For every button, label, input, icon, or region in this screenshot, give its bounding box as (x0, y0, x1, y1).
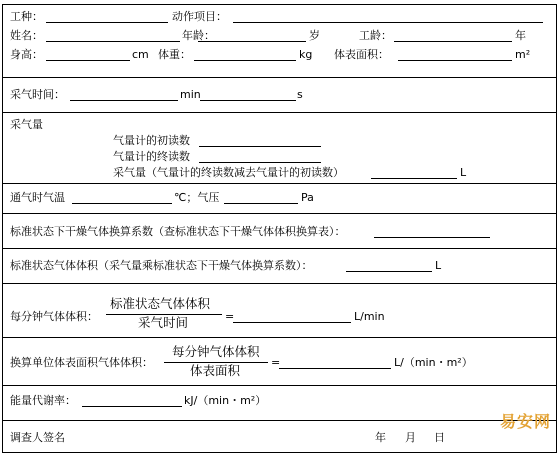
investigator-signature-label: 调查人签名 (10, 431, 65, 444)
date-month-label: 月 (405, 431, 416, 444)
ventilation-temp-label: 通气时气温 (10, 191, 65, 204)
standard-volume-label: 标准状态气体体积（采气量乘标准状态下干燥气体换算系数）： (10, 259, 313, 272)
date-day-label: 日 (434, 431, 445, 444)
row-divider (2, 385, 557, 386)
work-type-label: 工种： (10, 10, 43, 23)
volume-per-surface-label: 换算单位体表面积气体体积： (10, 356, 153, 369)
sampling-time-s-field[interactable] (200, 100, 296, 101)
final-reading-label: 气量计的终读数 (113, 150, 190, 163)
pressure-field[interactable] (224, 203, 298, 204)
weight-unit: kg (299, 48, 313, 61)
standard-volume-field[interactable] (346, 271, 432, 272)
body-surface-unit: m² (515, 48, 531, 61)
action-item-label: 动作项目： (172, 10, 227, 23)
work-type-field[interactable] (46, 22, 168, 23)
name-label: 姓名： (10, 29, 43, 42)
temperature-field[interactable] (72, 203, 172, 204)
site-watermark: 易安网 (500, 412, 552, 431)
sampling-time-label: 采气时间： (10, 88, 65, 101)
row-divider (2, 183, 557, 184)
final-reading-field[interactable] (199, 162, 321, 163)
fraction-denominator: 体表面积 (190, 363, 241, 378)
fraction-denominator: 采气时间 (138, 315, 189, 330)
weight-field[interactable] (194, 60, 296, 61)
pressure-unit: Pa (301, 191, 314, 204)
sampling-time-s-unit: s (297, 88, 303, 101)
energy-metabolic-rate-label: 能量代谢率： (10, 394, 76, 407)
seniority-unit: 年 (515, 29, 526, 42)
volume-per-minute-label: 每分钟气体体积： (10, 310, 98, 323)
weight-label: 体重： (158, 48, 191, 61)
volume-per-minute-field[interactable] (233, 322, 351, 323)
seniority-field[interactable] (394, 41, 512, 42)
sampled-volume-unit: L (460, 166, 467, 179)
conversion-factor-label: 标准状态下干燥气体换算系数（查标准状态下干燥气体体积换算表）： (10, 225, 346, 238)
initial-reading-label: 气量计的初读数 (113, 134, 190, 147)
sampled-volume-title: 采气量 (10, 118, 43, 131)
row-divider (2, 248, 557, 249)
equals-sign: = (225, 310, 235, 323)
date-year-label: 年 (375, 431, 386, 444)
row-divider (2, 77, 557, 78)
name-field[interactable] (46, 41, 180, 42)
sampled-volume-label: 采气量（气量计的终读数减去气量计的初读数） (113, 166, 344, 179)
row-divider (2, 283, 557, 284)
height-field[interactable] (46, 60, 130, 61)
fraction-numerator: 标准状态气体体积 (110, 296, 211, 311)
fraction-numerator: 每分钟气体体积 (172, 344, 260, 359)
body-surface-field[interactable] (398, 60, 512, 61)
initial-reading-field[interactable] (199, 146, 321, 147)
table-border-top (2, 4, 557, 5)
standard-volume-unit: L (435, 259, 442, 272)
seniority-label: 工龄： (359, 29, 392, 42)
volume-per-surface-unit: L/（min・m²） (394, 356, 473, 369)
sampling-time-min-unit: min (180, 88, 201, 101)
row-divider (2, 112, 557, 113)
equals-sign: = (271, 356, 281, 369)
energy-metabolic-rate-field[interactable] (82, 406, 182, 407)
energy-metabolic-rate-unit: kJ/（min・m²） (184, 394, 267, 407)
volume-per-surface-field[interactable] (279, 368, 391, 369)
height-unit: cm (132, 48, 149, 61)
row-divider (2, 420, 557, 421)
age-field[interactable] (198, 41, 306, 42)
temp-unit-pressure-label: ℃；气压 (174, 191, 220, 204)
conversion-factor-field[interactable] (374, 237, 490, 238)
table-border-bottom (2, 452, 557, 453)
sampling-time-min-field[interactable] (70, 100, 178, 101)
height-label: 身高： (10, 48, 43, 61)
age-label: 年龄： (182, 29, 215, 42)
body-surface-label: 体表面积： (334, 48, 389, 61)
row-divider (2, 213, 557, 214)
row-divider (2, 337, 557, 338)
action-item-field[interactable] (233, 22, 543, 23)
age-unit: 岁 (309, 29, 320, 42)
volume-per-minute-unit: L/min (354, 310, 385, 323)
sampled-volume-field[interactable] (371, 178, 457, 179)
